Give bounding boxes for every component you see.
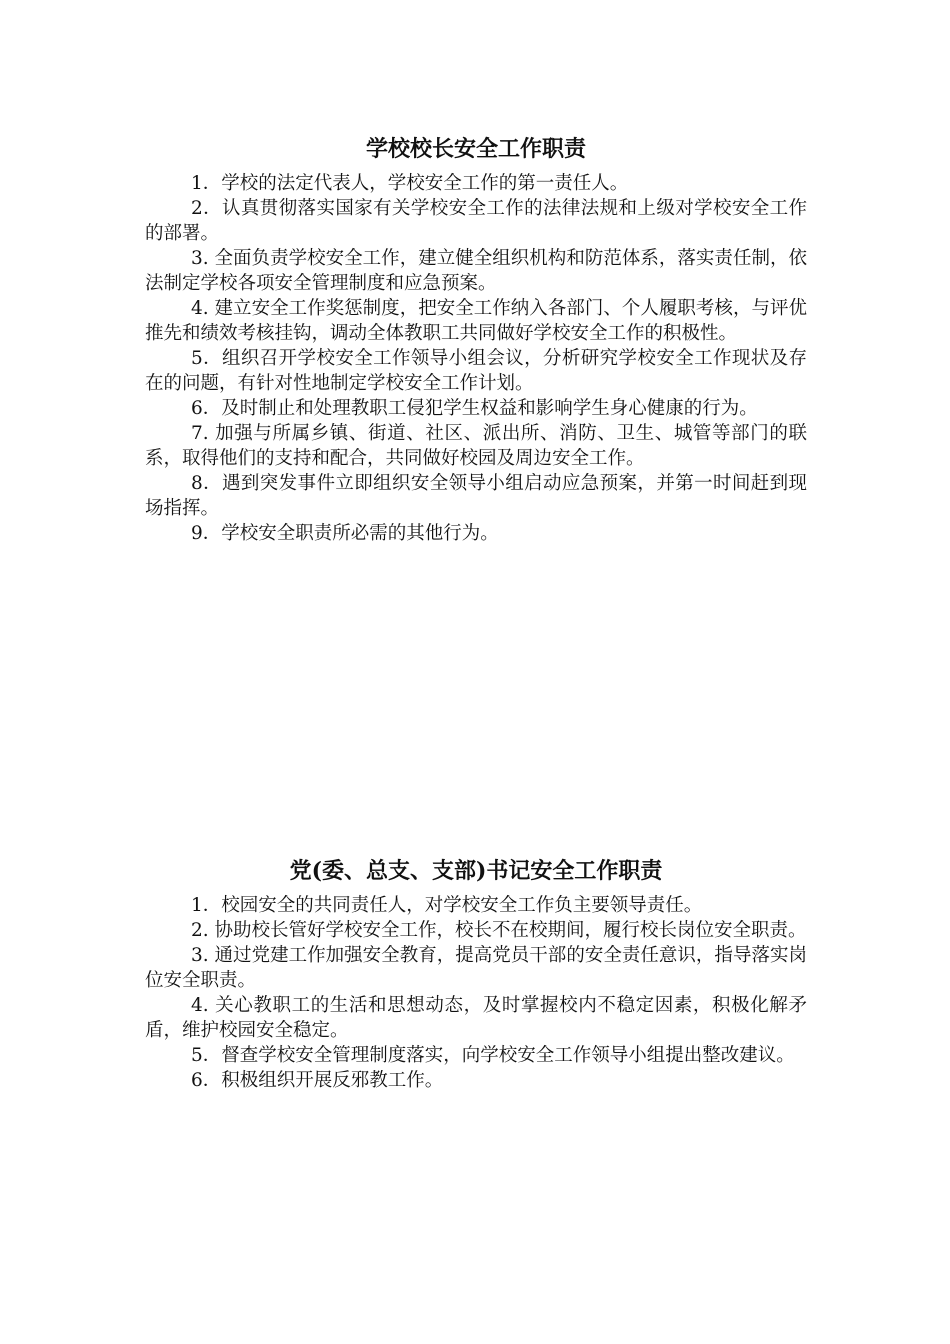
- duty-item: 3. 全面负责学校安全工作，建立健全组织机构和防范体系，落实责任制，依法制定学校各项安全管理制度和应急预案。: [145, 248, 807, 294]
- duty-item: 3. 通过党建工作加强安全教育，提高党员干部的安全责任意识，指导落实岗位安全职责。: [145, 945, 807, 991]
- duty-item: 1．学校的法定代表人，学校安全工作的第一责任人。: [191, 173, 629, 194]
- party-secretary-safety-duties-section: [145, 855, 807, 1093]
- duty-item: 1．校园安全的共同责任人，对学校安全工作负主要领导责任。: [191, 895, 703, 916]
- duty-item: 8．遇到突发事件立即组织安全领导小组启动应急预案，并第一时间赶到现场指挥。: [145, 473, 807, 519]
- duty-item: 6．及时制止和处理教职工侵犯学生权益和影响学生身心健康的行为。: [191, 398, 758, 419]
- section-title: 党(委、总支、支部)书记安全工作职责: [289, 858, 663, 884]
- duty-item: 9．学校安全职责所必需的其他行为。: [191, 523, 499, 544]
- duty-item: 4. 建立安全工作奖惩制度，把安全工作纳入各部门、个人履职考核，与评优推先和绩效考核挂钩，调动全体教职工共同做好学校安全工作的积极性。: [145, 298, 807, 344]
- duty-item: 2．认真贯彻落实国家有关学校安全工作的法律法规和上级对学校安全工作的部署。: [145, 198, 807, 244]
- principal-safety-duties-section: [145, 133, 807, 546]
- duty-item: 5．督查学校安全管理制度落实，向学校安全工作领导小组提出整改建议。: [191, 1045, 795, 1066]
- duty-item: 6．积极组织开展反邪教工作。: [191, 1070, 444, 1091]
- section-title: 学校校长安全工作职责: [365, 136, 586, 162]
- duty-item: 7. 加强与所属乡镇、街道、社区、派出所、消防、卫生、城管等部门的联系，取得他们的支持和配合，共同做好校园及周边安全工作。: [145, 423, 807, 469]
- duty-item: 2. 协助校长管好学校安全工作，校长不在校期间，履行校长岗位安全职责。: [191, 920, 807, 941]
- duty-item: 5．组织召开学校安全工作领导小组会议，分析研究学校安全工作现状及存在的问题，有针对性地制定学校安全工作计划。: [145, 348, 807, 394]
- duty-item: 4. 关心教职工的生活和思想动态，及时掌握校内不稳定因素，积极化解矛盾，维护校园安全稳定。: [145, 995, 807, 1041]
